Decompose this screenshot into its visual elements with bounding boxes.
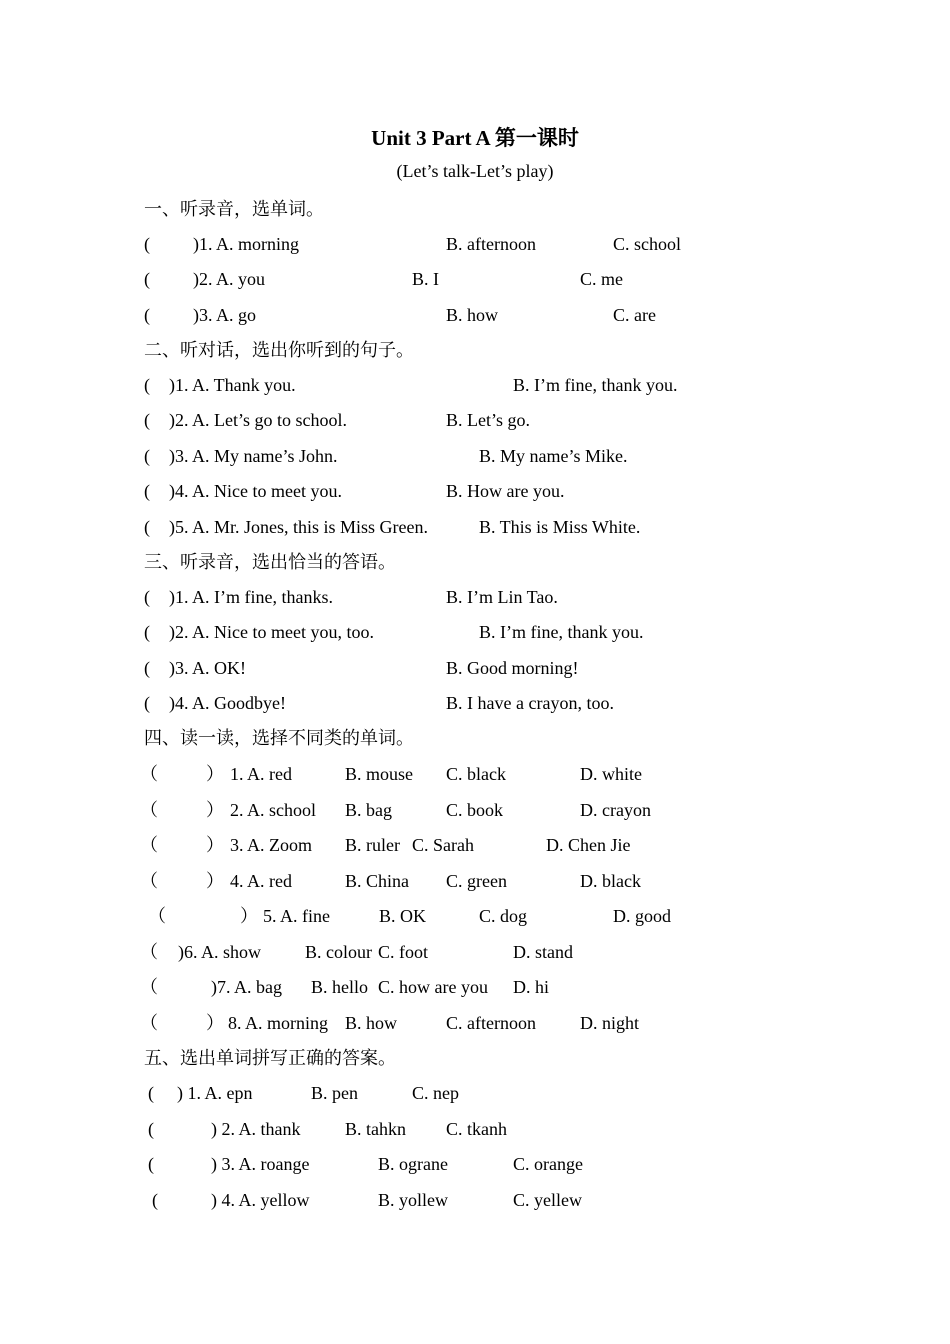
answer-blank-close: ） xyxy=(206,1013,224,1033)
question-option-a: )5. A. Mr. Jones, this is Miss Green. xyxy=(169,517,429,537)
question-option-a: )2. A. you xyxy=(193,269,265,289)
question-option-b: B. mouse xyxy=(345,764,414,784)
question-option-d: D. black xyxy=(580,871,641,891)
question-row xyxy=(0,476,950,506)
answer-blank-open[interactable]: ( xyxy=(144,622,150,642)
question-option-c: C. school xyxy=(613,234,682,254)
answer-blank-open[interactable]: ( xyxy=(144,305,150,325)
question-option-c: C. afternoon xyxy=(446,1013,536,1033)
question-row xyxy=(0,264,950,294)
question-row xyxy=(0,582,950,612)
question-row xyxy=(0,370,950,400)
question-row xyxy=(0,405,950,435)
answer-blank-close: ） xyxy=(240,906,258,926)
question-option-a: )2. A. Nice to meet you, too. xyxy=(169,622,374,642)
question-option-b: B. Good morning! xyxy=(446,658,579,678)
question-row xyxy=(0,1078,950,1108)
answer-blank-close: ） xyxy=(206,800,224,820)
question-option-a: )4. A. Nice to meet you. xyxy=(169,481,342,501)
answer-blank-open[interactable]: （ xyxy=(140,1013,158,1033)
question-option-c: C. how are you xyxy=(378,977,488,997)
answer-blank-open[interactable]: （ xyxy=(140,942,158,962)
answer-blank-open[interactable]: ( xyxy=(148,1154,154,1174)
question-row xyxy=(0,229,950,259)
question-row xyxy=(0,617,950,647)
answer-blank-close: ） xyxy=(206,764,224,784)
question-option-a: )4. A. Goodbye! xyxy=(169,693,286,713)
question-option-b: B. This is Miss White. xyxy=(479,517,641,537)
answer-blank-open[interactable]: （ xyxy=(140,764,158,784)
section-1-heading: 一、听录音，选单词。 xyxy=(144,199,324,219)
question-option-b: B. afternoon xyxy=(446,234,536,254)
question-option-d: D. crayon xyxy=(580,800,651,820)
question-option-d: D. night xyxy=(580,1013,640,1033)
question-row xyxy=(0,1008,950,1038)
question-option-c: C. Sarah xyxy=(412,835,474,855)
question-row xyxy=(0,901,950,931)
answer-blank-open[interactable]: ( xyxy=(144,658,150,678)
answer-blank-open[interactable]: （ xyxy=(140,871,158,891)
question-option-b: B. How are you. xyxy=(446,481,565,501)
question-row xyxy=(0,688,950,718)
question-option-b: B. ograne xyxy=(378,1154,448,1174)
answer-blank-open[interactable]: （ xyxy=(140,800,158,820)
question-option-b: B. pen xyxy=(311,1083,358,1103)
question-option-a: )1. A. morning xyxy=(193,234,299,254)
question-option-d: D. hi xyxy=(513,977,549,997)
question-option-b: B. China xyxy=(345,871,410,891)
question-option-a: 1. A. red xyxy=(230,764,292,784)
section-2-heading: 二、听对话，选出你听到的句子。 xyxy=(144,340,414,360)
question-option-b: B. hello xyxy=(311,977,368,997)
answer-blank-open[interactable]: ( xyxy=(144,587,150,607)
answer-blank-open[interactable]: ( xyxy=(148,1119,154,1139)
question-option-b: B. I xyxy=(412,269,439,289)
question-option-a: 5. A. fine xyxy=(263,906,330,926)
question-option-c: C. orange xyxy=(513,1154,583,1174)
question-option-c: C. me xyxy=(580,269,623,289)
question-option-c: C. nep xyxy=(412,1083,459,1103)
question-option-a: 3. A. Zoom xyxy=(230,835,313,855)
section-4-heading: 四、读一读，选择不同类的单词。 xyxy=(144,728,414,748)
question-option-a: )3. A. My name’s John. xyxy=(169,446,338,466)
question-option-a: )7. A. bag xyxy=(211,977,282,997)
answer-blank-open[interactable]: ( xyxy=(144,481,150,501)
question-option-b: B. ruler xyxy=(345,835,400,855)
question-option-b: B. Let’s go. xyxy=(446,410,530,430)
answer-blank-open[interactable]: （ xyxy=(140,977,158,997)
answer-blank-close: ） xyxy=(206,835,224,855)
question-option-b: B. how xyxy=(446,305,499,325)
question-option-c: C. foot xyxy=(378,942,429,962)
section-5-heading: 五、选出单词拼写正确的答案。 xyxy=(144,1048,396,1068)
answer-blank-open[interactable]: ( xyxy=(144,269,150,289)
answer-blank-open[interactable]: （ xyxy=(148,906,166,926)
question-option-a: )1. A. Thank you. xyxy=(169,375,296,395)
question-option-b: B. I have a crayon, too. xyxy=(446,693,614,713)
answer-blank-open[interactable]: ( xyxy=(144,234,150,254)
answer-blank-open[interactable]: ( xyxy=(144,375,150,395)
question-option-b: B. yollew xyxy=(378,1190,448,1210)
question-option-c: C. tkanh xyxy=(446,1119,507,1139)
answer-blank-close: ） xyxy=(206,871,224,891)
question-option-a: ) 3. A. roange xyxy=(211,1154,310,1174)
question-option-c: C. green xyxy=(446,871,507,891)
question-row xyxy=(0,759,950,789)
question-option-a: )1. A. I’m fine, thanks. xyxy=(169,587,333,607)
question-option-c: C. black xyxy=(446,764,506,784)
question-option-b: B. how xyxy=(345,1013,398,1033)
question-row xyxy=(0,866,950,896)
answer-blank-open[interactable]: ( xyxy=(152,1190,158,1210)
question-row xyxy=(0,653,950,683)
question-option-a: 4. A. red xyxy=(230,871,292,891)
question-row xyxy=(0,1114,950,1144)
question-option-a: )2. A. Let’s go to school. xyxy=(169,410,347,430)
page-subtitle: (Let’s talk-Let’s play) xyxy=(396,161,554,181)
question-option-d: D. white xyxy=(580,764,642,784)
question-option-a: ) 4. A. yellow xyxy=(211,1190,310,1210)
answer-blank-open[interactable]: ( xyxy=(144,446,150,466)
question-option-b: B. tahkn xyxy=(345,1119,406,1139)
question-option-b: B. OK xyxy=(379,906,427,926)
question-row xyxy=(0,1149,950,1179)
answer-blank-open[interactable]: ( xyxy=(144,410,150,430)
question-row xyxy=(0,937,950,967)
question-option-a: ) 1. A. epn xyxy=(177,1083,253,1103)
answer-blank-open[interactable]: ( xyxy=(148,1083,154,1103)
question-row xyxy=(0,441,950,471)
question-row xyxy=(0,795,950,825)
question-option-a: )3. A. go xyxy=(193,305,256,325)
question-option-c: C. dog xyxy=(479,906,528,926)
section-3-heading: 三、听录音，选出恰当的答语。 xyxy=(144,552,396,572)
question-option-c: C. book xyxy=(446,800,504,820)
question-option-c: C. are xyxy=(613,305,656,325)
question-row xyxy=(0,300,950,330)
question-option-a: ) 2. A. thank xyxy=(211,1119,301,1139)
question-option-b: B. colour xyxy=(305,942,372,962)
question-option-d: D. good xyxy=(613,906,671,926)
question-row xyxy=(0,1185,950,1215)
question-option-d: D. stand xyxy=(513,942,573,962)
question-row xyxy=(0,972,950,1002)
question-option-a: 2. A. school xyxy=(230,800,317,820)
question-row xyxy=(0,512,950,542)
answer-blank-open[interactable]: ( xyxy=(144,693,150,713)
page-title: Unit 3 Part A 第一课时 xyxy=(371,126,579,150)
question-option-a: )3. A. OK! xyxy=(169,658,246,678)
question-option-c: C. yellew xyxy=(513,1190,582,1210)
answer-blank-open[interactable]: （ xyxy=(140,835,158,855)
question-option-b: B. bag xyxy=(345,800,392,820)
question-option-a: )6. A. show xyxy=(178,942,262,962)
question-option-a: 8. A. morning xyxy=(228,1013,329,1033)
question-row xyxy=(0,830,950,860)
question-option-b: B. I’m Lin Tao. xyxy=(446,587,558,607)
question-option-b: B. My name’s Mike. xyxy=(479,446,628,466)
question-option-d: D. Chen Jie xyxy=(546,835,631,855)
question-option-b: B. I’m fine, thank you. xyxy=(479,622,644,642)
question-option-b: B. I’m fine, thank you. xyxy=(513,375,678,395)
answer-blank-open[interactable]: ( xyxy=(144,517,150,537)
